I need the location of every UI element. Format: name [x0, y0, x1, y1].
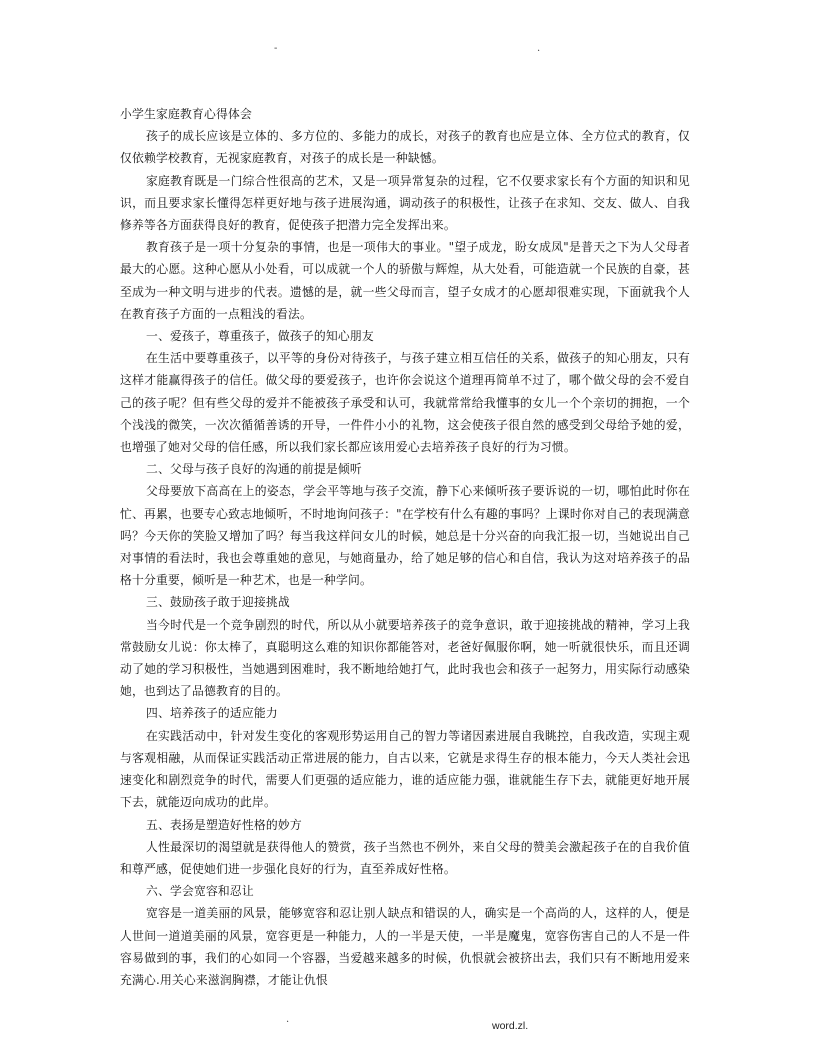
- section-paragraph: 父母要放下高高在上的姿态，学会平等地与孩子交流，静下心来倾听孩子要诉说的一切，哪怕此时你在忙、再累，也要专心致志地倾听，不时地询问孩子："在学校有什么有趣的事吗？上课时你对自己的表现满意吗？今天你的笑脸又增加了吗？每当我这样问女儿的时候，她总是十分兴奋的向我汇报一切，当她说出自己对事情的看法时，我也会尊重她的意见，与她商量办，给了她足够的信心和自信，我认为这对培养孩子的品格十分重要，倾听是一种艺术，也是一种学问。: [120, 484, 690, 588]
- intro-paragraph: 教育孩子是一项十分复杂的事情，也是一项伟大的事业。"望子成龙，盼女成凤"是普天之下为人父母者最大的心愿。这种心愿从小处看，可以成就一个人的骄傲与辉煌，从大处看，可能造就一个民族的自豪，甚至成为一种文明与进步的代表。遗憾的是，就一些父母而言，望子女成才的心愿却很难实现，下面就我个人在教育孩子方面的一点粗浅的看法。: [120, 240, 690, 321]
- document-title: 小学生家庭教育心得体会: [120, 107, 252, 121]
- section-paragraph: 人性最深切的渴望就是获得他人的赞赏，孩子当然也不例外，来自父母的赞美会激起孩子在的自我价值和尊严感，促使她们进一步强化良好的行为，直至养成好性格。: [120, 839, 690, 876]
- section-paragraph: 宽容是一道美丽的风景，能够宽容和忍让别人缺点和错误的人，确实是一个高尚的人，这样的人，便是人世间一道道美丽的风景，宽容更是一种能力，人的一半是天使，一半是魔鬼，宽容伤害自己的人不是一件容易做到的事，我们的心如同一个容器，当爱越来越多的时候，仇恨就会被挤出去，我们只有不断地用爱来充满心.用关心来滋润胸襟，才能让仇恨: [120, 906, 690, 987]
- section-heading: 五、表扬是塑造好性格的妙方: [145, 817, 302, 832]
- section-paragraph: 当今时代是一个竞争剧烈的时代，所以从小就要培养孩子的竞争意识，敢于迎接挑战的精神，学习上我常鼓励女儿说：你太棒了，真聪明这么难的知识你都能答对，老爸好佩服你啊，她一听就很快乐，而且还调动了她的学习积极性，当她遇到困难时，我不断地给她打气，此时我也会和孩子一起努力，用实际行动感染她，也到达了品德教育的目的。: [120, 617, 690, 699]
- section-paragraph: 在生活中要尊重孩子，以平等的身份对待孩子，与孩子建立相互信任的关系，做孩子的知心朋友，只有这样才能赢得孩子的信任。做父母的要爱孩子，也许你会说这个道理再简单不过了，哪个做父母的会不爱自己的孩子呢？但有些父母的爱并不能被孩子承受和认可，我就常常给我懂事的女儿一个个亲切的拥抱，一个个浅浅的微笑，一次次循循善诱的开导，一件件小小的礼物，这会使孩子很自然的感受到父母给予她的爱，也增强了她对父母的信任感，所以我们家长都应该用爱心去培养孩子良好的行为习惯。: [120, 351, 690, 455]
- section-heading: 四、培养孩子的适应能力: [145, 706, 278, 721]
- footer-text: word.zl.: [492, 1020, 529, 1032]
- footer-mark: .: [286, 1014, 290, 1025]
- section-heading: 三、鼓励孩子敢于迎接挑战: [145, 595, 290, 610]
- intro-paragraph: 家庭教育既是一门综合性很高的艺术，又是一项异常复杂的过程，它不仅要求家长有个方面的知识和见识，而且要求家长懂得怎样更好地与孩子进展沟通，调动孩子的积极性，让孩子在求知、交友、做人、自我修养等各方面获得良好的教育，促使孩子把潜力完全发挥出来。: [120, 173, 690, 233]
- header-mark-left: -: [274, 43, 278, 54]
- header-mark-right: .: [537, 43, 541, 54]
- section-paragraph: 在实践活动中，针对发生变化的客观形势运用自己的智力等诸因素进展自我眺控，自我改造，实现主观与客观相融，从而保证实践活动正常进展的能力，自古以来，它就是求得生存的根本能力，今天人类社会迅速变化和剧烈竞争的时代，需要人们更强的适应能力，谁的适应能力强，谁就能生存下去，就能更好地开展下去，就能迈向成功的此岸。: [120, 728, 690, 810]
- intro-paragraph: 孩子的成长应该是立体的、多方位的、多能力的成长，对孩子的教育也应是立体、全方位式的教育，仅仅依赖学校教育，无视家庭教育，对孩子的成长是一种缺憾。: [120, 129, 690, 166]
- section-heading: 一、爱孩子，尊重孩子，做孩子的知心朋友: [145, 329, 374, 344]
- section-heading: 六、学会宽容和忍让: [145, 884, 254, 899]
- section-heading: 二、父母与孩子良好的沟通的前提是倾听: [145, 462, 362, 477]
- document-body: [120, 103, 690, 991]
